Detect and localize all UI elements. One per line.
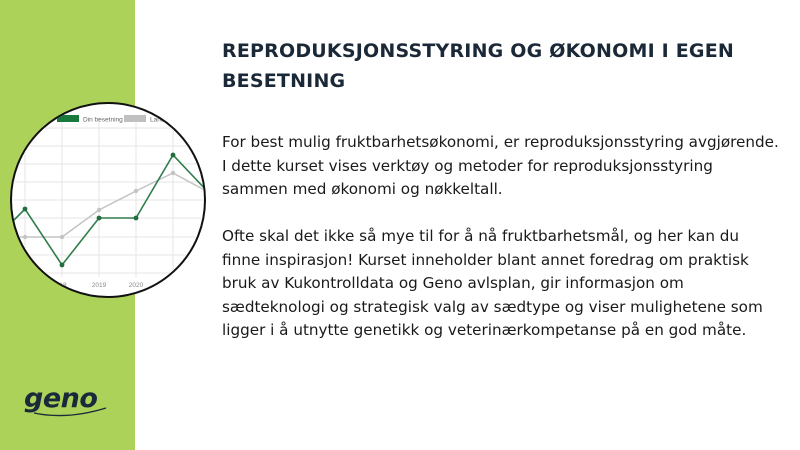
svg-text:Landet: Landet [150, 116, 170, 124]
line-chart-image [10, 102, 206, 298]
svg-text:2019: 2019 [91, 282, 107, 289]
geno-logo [22, 383, 112, 423]
details-paragraph: Ofte skal det ikke så mye til for å nå fruktbarhetsmål, og her kan du finne inspirasjon! Kurset inneholder blant annet foredrag om praktisk bruk av Kukontrolldata og Geno avlsplan, gir informasjon om sædteknologi og strategisk valg av sædtype og viser mulighetene som ligger i å utnytte genetikk og veterinærkompetanse på en god måte. [222, 227, 763, 339]
svg-text:2020: 2020 [128, 282, 144, 289]
chart-thumbnail-circle [10, 102, 206, 298]
intro-paragraph: For best mulig fruktbarhetsøkonomi, er reproduksjonsstyring avgjørende. I dette kurset vises verktøy og metoder for reproduksjonsstyring sammen med økonomi og nøkkeltall. [222, 133, 779, 198]
svg-text:Din besetning: Din besetning [83, 116, 123, 124]
svg-text:18: 18 [59, 282, 67, 289]
svg-text:geno: geno [24, 383, 98, 414]
slide-title: REPRODUKSJONSSTYRING OG ØKONOMI I EGEN BESETNING [222, 40, 735, 92]
